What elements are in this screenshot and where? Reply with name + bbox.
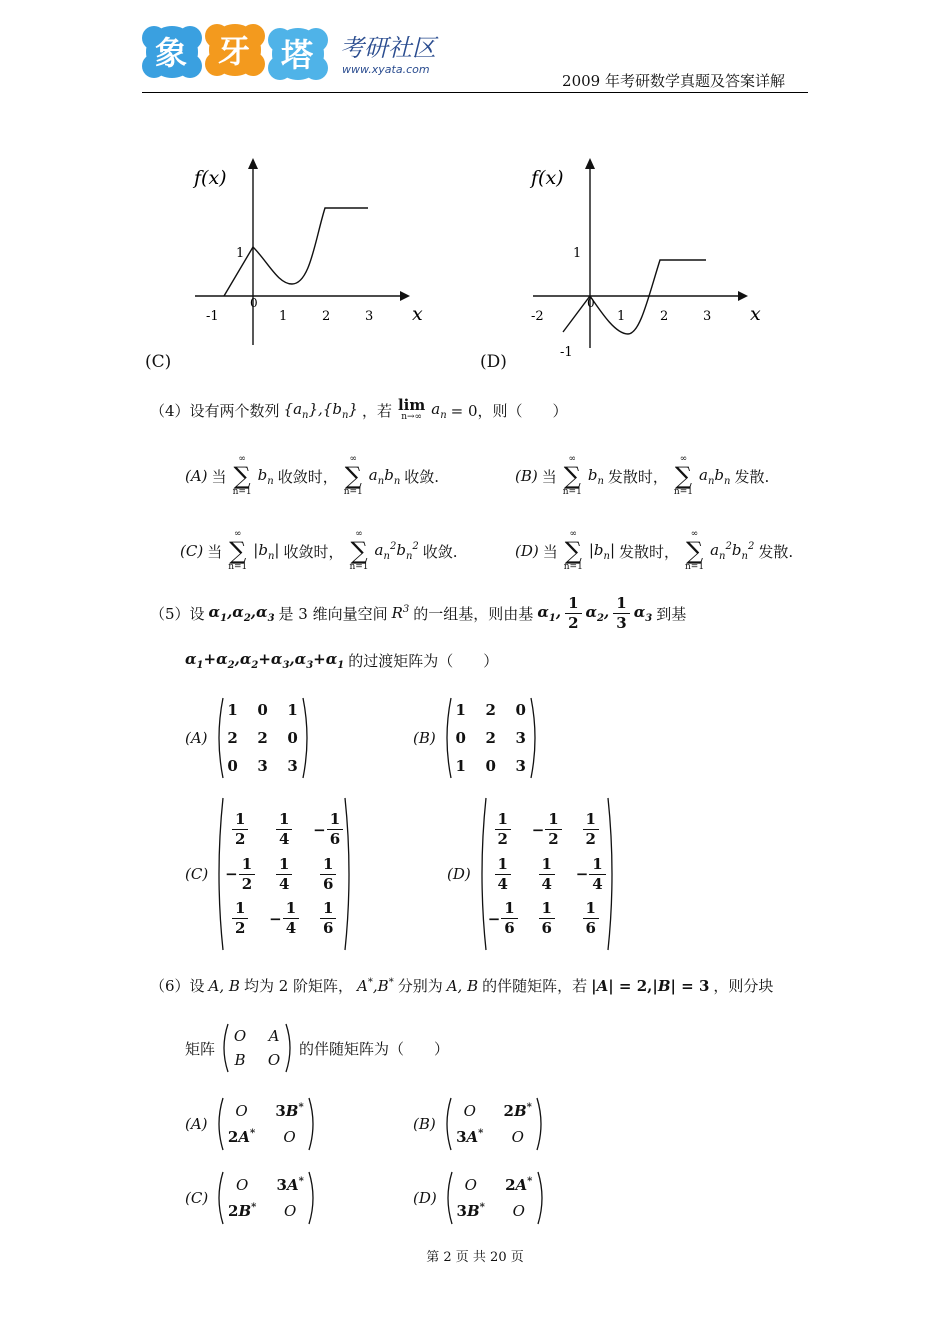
cell: − $\frac{1}{6}$ bbox=[312, 810, 344, 849]
matrix bbox=[452, 1102, 536, 1146]
header-divider bbox=[142, 92, 808, 93]
cell: 0 bbox=[485, 757, 496, 775]
cell: $\frac{1}{4}$ bbox=[487, 855, 519, 894]
function-curve bbox=[224, 208, 368, 296]
option-text: 发散. bbox=[734, 467, 770, 486]
tick-y-1: 1 bbox=[236, 246, 245, 261]
q5-stem-line2: $\alpha_1+\alpha_2,\alpha_2+\alpha_3,\alpha_3+\alpha_1$ 的过渡矩阵为（ ） bbox=[185, 650, 499, 671]
cell: O bbox=[463, 1102, 476, 1120]
cell: O bbox=[284, 1202, 297, 1220]
x-axis-label: x bbox=[750, 303, 761, 325]
cell: O bbox=[236, 1176, 249, 1194]
option-label: (C) bbox=[180, 542, 204, 560]
y-axis-arrow bbox=[585, 158, 595, 169]
tick-x-3: 3 bbox=[365, 309, 374, 324]
cell: $\frac{1}{4}$ bbox=[268, 810, 300, 849]
cell: 0 bbox=[227, 757, 238, 775]
logo-char-2: 牙 bbox=[218, 32, 251, 70]
option-text: 发散时， bbox=[607, 467, 668, 486]
option-label: (B) bbox=[515, 467, 538, 485]
q6-stem-text-c: 分别为 bbox=[397, 977, 443, 995]
graph-c bbox=[180, 150, 430, 360]
option-text: 收敛时， bbox=[277, 467, 338, 486]
matrix bbox=[224, 1176, 308, 1220]
q6-option-d[interactable] bbox=[413, 1170, 547, 1226]
q6-stem: （6）设 A, B 均为 2 阶矩阵， A*,B* 分别为 A, B 的伴随矩阵，若 |A| = 2,|B| = 3 ，则分块 bbox=[150, 976, 774, 995]
option-label: (D) bbox=[413, 1189, 437, 1207]
cell: O bbox=[512, 1202, 525, 1220]
option-label: (B) bbox=[413, 1115, 436, 1133]
cell: 3 bbox=[515, 729, 526, 747]
cell: 0 bbox=[257, 701, 268, 719]
q5-stem-text-d: 到基 bbox=[656, 604, 687, 623]
cell: 2 bbox=[227, 729, 238, 747]
tick-y-neg1: -1 bbox=[560, 345, 573, 360]
q6-stem-text-e: ，则分块 bbox=[713, 977, 774, 995]
cell: 2B* bbox=[228, 1202, 257, 1220]
cell: − $\frac{1}{2}$ bbox=[531, 810, 563, 849]
y-axis-label: f(x) bbox=[531, 167, 564, 189]
option-label: (A) bbox=[185, 729, 208, 747]
cell: 1 bbox=[455, 757, 466, 775]
option-text: 当 bbox=[207, 542, 223, 561]
cell: $\frac{1}{2}$ bbox=[224, 899, 256, 938]
cell: $\frac{1}{6}$ bbox=[312, 855, 344, 894]
q5-option-c[interactable] bbox=[185, 796, 354, 952]
cell: 3B* bbox=[456, 1202, 485, 1220]
graph-c-option-label: (C) bbox=[145, 352, 172, 372]
q6-stem-text-f: 矩阵 bbox=[185, 1039, 216, 1058]
site-logo bbox=[140, 22, 470, 82]
cell: 0 bbox=[455, 729, 466, 747]
cell: $\frac{1}{6}$ bbox=[575, 899, 607, 938]
tick-x-2: 2 bbox=[322, 309, 331, 324]
cell: 3A* bbox=[456, 1128, 484, 1146]
cell: $\frac{1}{2}$ bbox=[575, 810, 607, 849]
q4-option-d[interactable]: (D) 当 ∞ ∑ n=1 $|b_n|$ 发散时， ∞ ∑ n=1 $a_n^2b_n^2$ 发散. bbox=[515, 529, 794, 572]
page-footer: 第 2 页 共 20 页 bbox=[426, 1250, 524, 1265]
cell: O bbox=[283, 1128, 296, 1146]
q4-stem-text-b: ，若 bbox=[361, 401, 392, 420]
x-axis-label: x bbox=[412, 303, 423, 325]
option-text: 当 bbox=[542, 542, 558, 561]
left-paren bbox=[477, 796, 487, 952]
cell: 2 bbox=[257, 729, 268, 747]
cell: O bbox=[511, 1128, 524, 1146]
q5-option-b[interactable] bbox=[413, 696, 540, 780]
option-text: 发散. bbox=[758, 542, 794, 561]
tick-x-2: 2 bbox=[660, 309, 669, 324]
q6-stem-text-a: （6）设 bbox=[150, 977, 205, 995]
cell: O bbox=[464, 1176, 477, 1194]
tick-x-neg1: -1 bbox=[206, 309, 219, 324]
logo-url: www.xyata.com bbox=[342, 63, 430, 76]
left-paren bbox=[214, 796, 224, 952]
matrix bbox=[224, 701, 302, 775]
cell: 1 bbox=[455, 701, 466, 719]
document-title: 2009 年考研数学真题及答案详解 bbox=[562, 72, 785, 90]
q4-option-a[interactable]: (A) 当 ∞ ∑ n=1 $b_n$ 收敛时， ∞ ∑ n=1 $a_nb_n$ 收敛. bbox=[185, 454, 440, 497]
cell: $\frac{1}{4}$ bbox=[268, 855, 300, 894]
cell: − $\frac{1}{4}$ bbox=[575, 855, 607, 894]
q4-option-b[interactable]: (B) 当 ∞ ∑ n=1 $b_n$ 发散时， ∞ ∑ n=1 $a_nb_n$ 发散. bbox=[515, 454, 770, 497]
cell: $\frac{1}{2}$ bbox=[224, 810, 256, 849]
x-axis-arrow bbox=[400, 291, 410, 301]
q6-stem-text-g: 的伴随矩阵为（ ） bbox=[299, 1039, 450, 1058]
option-text: 当 bbox=[541, 467, 557, 486]
q4-lim: lim bbox=[397, 396, 426, 414]
right-paren bbox=[344, 796, 354, 952]
cell: 2 bbox=[485, 701, 496, 719]
q5-option-d[interactable] bbox=[447, 796, 617, 952]
q5-stem-text-c: 的一组基，则由基 bbox=[413, 604, 534, 623]
graph-d-option-label: (D) bbox=[480, 352, 507, 372]
matrix bbox=[224, 1102, 308, 1146]
graph-d bbox=[518, 150, 778, 365]
cell: 2A* bbox=[227, 1128, 256, 1146]
cell: 3 bbox=[515, 757, 526, 775]
option-label: (B) bbox=[413, 729, 436, 747]
q6-option-b[interactable] bbox=[413, 1096, 546, 1152]
left-paren bbox=[442, 696, 452, 780]
q6-stem-text-b: 均为 2 阶矩阵， bbox=[243, 977, 354, 995]
cell: 2 bbox=[485, 729, 496, 747]
cell: 2A* bbox=[505, 1176, 533, 1194]
q4-stem-text-c: = 0，则（ ） bbox=[450, 401, 568, 420]
logo-char-3: 塔 bbox=[281, 36, 314, 74]
left-paren bbox=[214, 696, 224, 780]
option-text: 收敛. bbox=[404, 467, 440, 486]
cell: 1 bbox=[227, 701, 238, 719]
cell: $\frac{1}{6}$ bbox=[531, 899, 563, 938]
q5-stem-text-e: 的过渡矩阵为（ ） bbox=[348, 652, 499, 670]
q6-option-a[interactable] bbox=[185, 1096, 318, 1152]
logo-text: 考研社区 bbox=[340, 34, 436, 62]
cell: 0 bbox=[287, 729, 298, 747]
q5-stem-text-b: 是 3 维向量空间 bbox=[278, 604, 388, 623]
logo-char-1: 象 bbox=[155, 34, 188, 72]
option-label: (D) bbox=[515, 542, 539, 560]
cell: 0 bbox=[515, 701, 526, 719]
tick-origin: 0 bbox=[250, 296, 258, 310]
q4-stem: （4）设有两个数列 $\{a_n\},\{b_n\}$ ，若 lim n→∞ $a_n$ = 0，则（ ） bbox=[150, 396, 568, 422]
cell: − $\frac{1}{2}$ bbox=[224, 855, 256, 894]
option-text: 收敛. bbox=[422, 542, 458, 561]
cell: 3 bbox=[257, 757, 268, 775]
option-label: (D) bbox=[447, 865, 471, 883]
tick-x-1: 1 bbox=[279, 309, 288, 324]
matrix bbox=[452, 701, 530, 775]
q6-stem-text-d: 的伴随矩阵，若 bbox=[482, 977, 588, 995]
cell: − $\frac{1}{6}$ bbox=[487, 899, 519, 938]
option-label: (C) bbox=[185, 865, 209, 883]
cell: $\frac{1}{6}$ bbox=[312, 899, 344, 938]
q4-stem-text-a: （4）设有两个数列 bbox=[150, 401, 280, 420]
matrix bbox=[453, 1176, 537, 1220]
cell: − $\frac{1}{4}$ bbox=[268, 899, 300, 938]
q5-stem: （5）设 $\alpha_1,\alpha_2,\alpha_3$ 是 3 维向量空间 $R^3$ 的一组基，则由基 $\alpha_1$, $\frac{1}{2}$ $\alpha_2$, $\frac{1}{3}$ $\alpha_3$ 到基 bbox=[150, 594, 687, 632]
cell: O bbox=[235, 1102, 248, 1120]
option-label: (A) bbox=[185, 467, 208, 485]
y-axis-label: f(x) bbox=[194, 167, 227, 189]
tick-x-neg2: -2 bbox=[531, 309, 544, 324]
tick-x-3: 3 bbox=[703, 309, 712, 324]
cell: 3A* bbox=[276, 1176, 304, 1194]
right-paren bbox=[607, 796, 617, 952]
cell: $\frac{1}{2}$ bbox=[487, 810, 519, 849]
cell: 1 bbox=[287, 701, 298, 719]
option-text: 当 bbox=[211, 467, 227, 486]
option-text: 收敛时， bbox=[283, 542, 344, 561]
option-label: (A) bbox=[185, 1115, 208, 1133]
matrix bbox=[487, 810, 607, 938]
tick-origin: 0 bbox=[587, 296, 595, 310]
right-paren bbox=[530, 696, 540, 780]
cell: $\frac{1}{4}$ bbox=[531, 855, 563, 894]
q4-lim-sub: n→∞ bbox=[401, 412, 423, 422]
tick-y-1: 1 bbox=[573, 246, 582, 261]
x-axis-arrow bbox=[738, 291, 748, 301]
y-axis-arrow bbox=[248, 158, 258, 169]
option-text: 发散时， bbox=[619, 542, 680, 561]
tick-x-1: 1 bbox=[617, 309, 626, 324]
q5-stem-text-a: （5）设 bbox=[150, 604, 205, 623]
cell: 3B* bbox=[275, 1102, 304, 1120]
q4-option-c[interactable]: (C) 当 ∞ ∑ n=1 $|b_n|$ 收敛时， ∞ ∑ n=1 $a_n^2b_n^2$ 收敛. bbox=[180, 529, 458, 572]
cell: 2B* bbox=[503, 1102, 532, 1120]
cell: 3 bbox=[287, 757, 298, 775]
matrix bbox=[224, 810, 344, 938]
right-paren bbox=[302, 696, 312, 780]
option-label: (C) bbox=[185, 1189, 209, 1207]
q5-option-a[interactable] bbox=[185, 696, 312, 780]
q6-option-c[interactable] bbox=[185, 1170, 318, 1226]
q6-block-matrix: 矩阵 O A B O 的伴随矩阵为（ ） bbox=[185, 1022, 449, 1074]
function-curve bbox=[563, 260, 706, 334]
